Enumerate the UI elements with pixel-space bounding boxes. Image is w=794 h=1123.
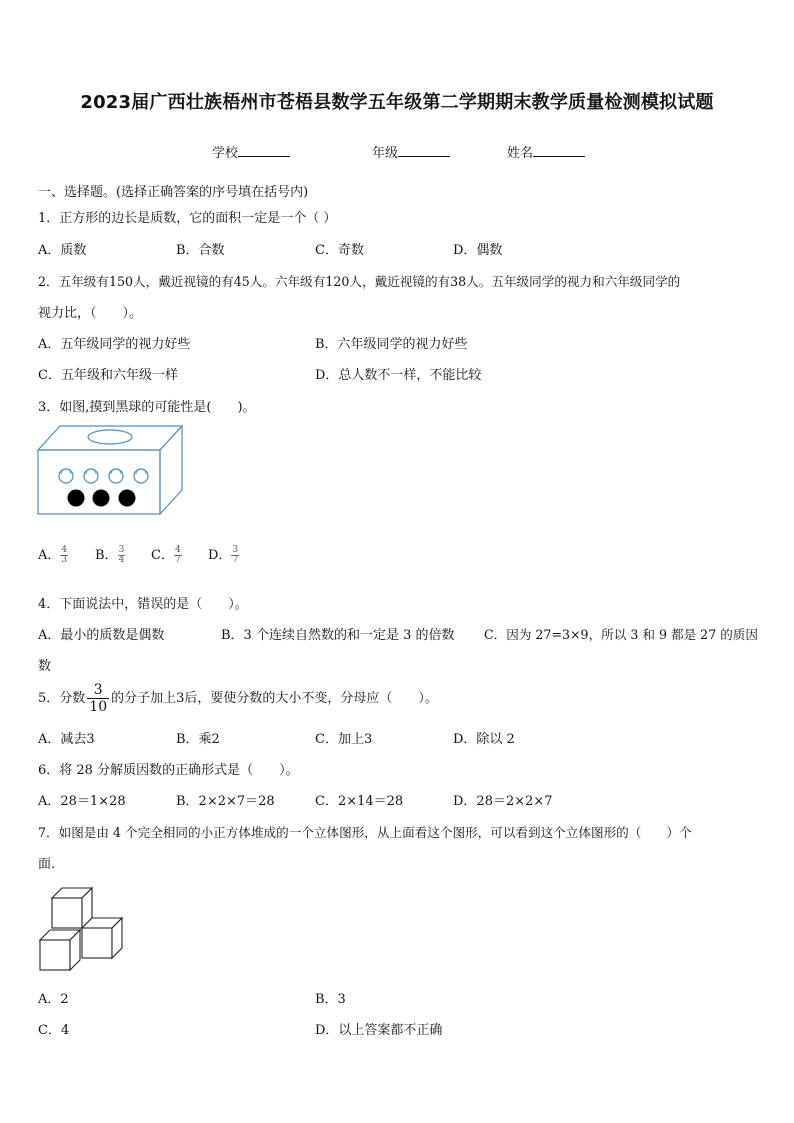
q6-option-b[interactable]: B．2×2×7＝28 (176, 794, 275, 809)
box-side-face (160, 426, 182, 514)
q4-option-c[interactable]: C．因为 27=3×9，所以 3 和 9 都是 27 的质因 (484, 627, 758, 642)
q1-option-c[interactable]: C．奇数 (315, 243, 364, 258)
q5-option-d[interactable]: D．除以 2 (453, 732, 515, 747)
q1-option-d[interactable]: D．偶数 (453, 243, 503, 258)
question-4: 4．下面说法中，错误的是（ ）。 (38, 597, 248, 612)
question-5: 5．分数 $\frac{3}{10}$ 的分子加上3后，要使分数的大小不变，分母应（ ）。 (38, 682, 438, 715)
q3-option-b[interactable]: B． $\frac{3}{4}$ (95, 545, 125, 565)
q2-option-b[interactable]: B．六年级同学的视力好些 (315, 337, 468, 352)
question-7-line1: 7．如图是由 4 个完全相同的小正方体堆成的一个立体图形，从上面看这个图形，可以看到这个立体图形的（ ）个 (38, 825, 692, 840)
q4-option-c-continued: 数 (38, 659, 52, 674)
white-ball (109, 469, 123, 483)
q3-d-fraction: $\frac{3}{7}$ (232, 545, 239, 565)
school-label: 学校 (212, 146, 239, 161)
question-7-line2: 面. (38, 857, 56, 872)
section-heading: 一、选择题。(选择正确答案的序号填在括号内) (38, 185, 309, 200)
q3-option-d[interactable]: D． $\frac{3}{7}$ (208, 545, 239, 565)
q7-option-b[interactable]: B．3 (315, 992, 346, 1007)
question-1: 1．正方形的边长是质数，它的面积一定是一个（ ） (38, 211, 337, 226)
ball-box-figure (36, 424, 186, 516)
black-ball (68, 490, 85, 507)
q2-option-d[interactable]: D．总人数不一样，不能比较 (315, 368, 482, 383)
q7-option-a[interactable]: A．2 (38, 992, 69, 1007)
page-title: 2023届广西壮族梧州市苍梧县数学五年级第二学期期末教学质量检测模拟试题 (80, 92, 714, 113)
q6-option-d[interactable]: D．28＝2×2×7 (453, 794, 553, 809)
q6-option-a[interactable]: A．28＝1×28 (38, 794, 126, 809)
question-2-line2: 视力比，（ ）。 (38, 306, 143, 321)
q3-option-c[interactable]: C． $\frac{4}{7}$ (151, 545, 181, 565)
q5-option-a[interactable]: A．减去3 (38, 732, 95, 747)
white-ball (59, 469, 73, 483)
q3-option-a[interactable]: A． $\frac{4}{3}$ (38, 545, 68, 565)
q3-c-fraction: $\frac{4}{7}$ (174, 545, 181, 565)
box-opening (88, 430, 132, 444)
name-field[interactable] (507, 142, 585, 161)
q7-option-c[interactable]: C．4 (38, 1023, 70, 1038)
white-ball (84, 469, 98, 483)
q2-option-a[interactable]: A．五年级同学的视力好些 (38, 337, 191, 352)
cube-stack-figure (38, 886, 128, 974)
q5-option-b[interactable]: B．乘2 (176, 732, 220, 747)
black-ball (93, 490, 110, 507)
question-2-line1: 2．五年级有150人，戴近视镜的有45人。六年级有120人，戴近视镜的有38人。五年级同学的视力和六年级同学的 (38, 274, 681, 289)
name-blank (533, 142, 585, 157)
school-blank (238, 142, 290, 157)
q2-option-c[interactable]: C．五年级和六年级一样 (38, 368, 178, 383)
white-ball (134, 469, 148, 483)
q7-option-d[interactable]: D．以上答案都不正确 (315, 1023, 443, 1038)
q3-b-fraction: $\frac{3}{4}$ (118, 545, 125, 565)
q1-option-a[interactable]: A．质数 (38, 243, 87, 258)
q6-option-c[interactable]: C．2×14＝28 (315, 794, 404, 809)
q4-option-a[interactable]: A．最小的质数是偶数 (38, 628, 165, 643)
q3-a-fraction: $\frac{4}{3}$ (61, 545, 68, 565)
black-ball (119, 490, 136, 507)
q1-option-b[interactable]: B．合数 (176, 243, 225, 258)
grade-blank (398, 142, 450, 157)
q5-fraction: $\frac{3}{10}$ (89, 682, 108, 715)
school-field[interactable] (212, 142, 290, 161)
question-3: 3．如图,摸到黑球的可能性是( )。 (38, 400, 256, 415)
q4-option-b[interactable]: B．3 个连续自然数的和一定是 3 的倍数 (221, 628, 455, 643)
q5-option-c[interactable]: C．加上3 (315, 732, 373, 747)
grade-field[interactable] (372, 142, 450, 161)
grade-label: 年级 (372, 146, 399, 161)
name-label: 姓名 (507, 146, 534, 161)
question-6: 6．将 28 分解质因数的正确形式是（ ）。 (38, 763, 299, 778)
